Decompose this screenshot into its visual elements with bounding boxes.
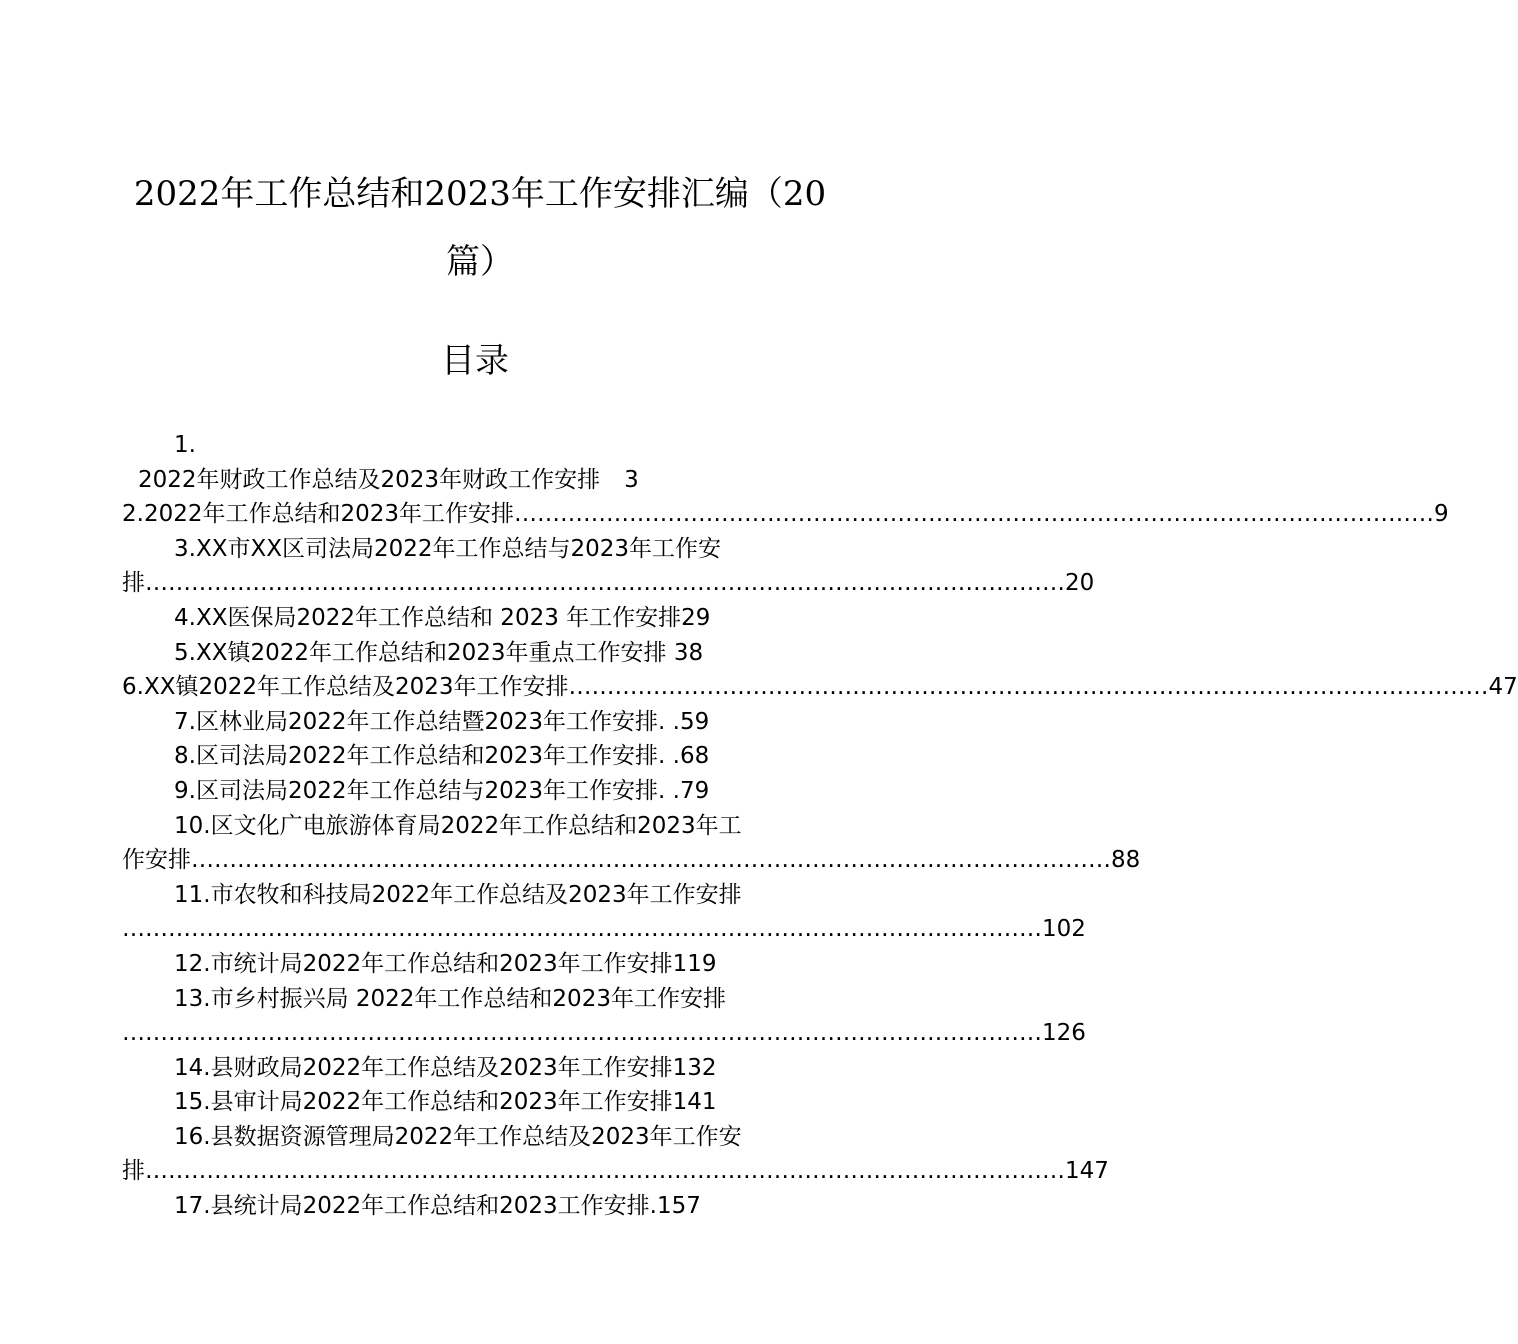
toc-entry[interactable]: 9.区司法局2022年工作总结与2023年工作安排. . 79 xyxy=(122,774,838,809)
toc-entry[interactable]: 8.区司法局2022年工作总结和2023年工作安排. . 68 xyxy=(122,739,838,774)
toc-entry-page: 68 xyxy=(679,743,710,770)
toc-entry-title: 市统计局2022年工作总结和2023年工作安排 xyxy=(210,950,673,977)
toc-entry-title: 市农牧和科技局2022年工作总结及2023年工作安排 xyxy=(210,881,742,908)
toc-entry-title: XX镇2022年工作总结及2023年工作安排 xyxy=(143,674,569,701)
toc-entry-number: 11. xyxy=(174,881,211,908)
toc-entry-title: 2022年财政工作总结及2023年财政工作安排 xyxy=(138,466,601,493)
toc-entry[interactable] xyxy=(122,1051,838,1086)
toc-entry-page: 119 xyxy=(672,950,717,977)
toc-entry-title: 区司法局2022年工作总结与2023年工作安排 xyxy=(195,777,659,804)
toc-entry-page: 141 xyxy=(672,1089,717,1116)
toc-entry-page: 132 xyxy=(672,1054,717,1081)
toc-entry-title: 县统计局2022年工作总结和2023工作安排 xyxy=(210,1193,650,1220)
toc-entry-page: 59 xyxy=(679,708,710,735)
toc-entry[interactable] xyxy=(122,636,838,671)
toc-entry-title: 县审计局2022年工作总结和2023年工作安排 xyxy=(210,1089,673,1116)
toc-entry[interactable] xyxy=(122,1120,1109,1189)
toc-entry-number: 6. xyxy=(122,674,144,701)
toc-entry-title-continued: 排 xyxy=(122,1158,145,1185)
toc-entry-number: 13. xyxy=(174,985,211,1012)
toc-entry-number: 15. xyxy=(174,1089,211,1116)
toc-entry-title: XX镇2022年工作总结和2023年重点工作安排 xyxy=(195,639,667,666)
toc-entry-title: 县数据资源管理局2022年工作总结及2023年工作安 xyxy=(210,1123,742,1150)
toc-entry[interactable] xyxy=(122,497,1449,532)
toc-entry[interactable] xyxy=(122,601,838,636)
table-of-contents xyxy=(122,428,1518,1224)
toc-entry[interactable] xyxy=(122,809,1141,878)
toc-leader-dots: ………………………………………………………………………………………………………… xyxy=(122,1020,1042,1047)
toc-entry-page: 9 xyxy=(1434,501,1449,528)
toc-entry[interactable] xyxy=(122,670,1518,705)
toc-entry-number: 9. xyxy=(174,777,196,804)
toc-leader-dots: ………………………………………………………………………………………………………… xyxy=(514,501,1435,528)
toc-entry-number: 3. xyxy=(174,535,196,562)
toc-entry-title-continued: 作安排 xyxy=(122,847,191,874)
toc-leader-dots: ………………………………………………………………………………………………………… xyxy=(145,570,1065,597)
toc-entry-number: 17. xyxy=(174,1193,211,1220)
toc-entry-page: 38 xyxy=(673,639,704,666)
toc-entry-page: 79 xyxy=(679,777,710,804)
toc-entry[interactable]: 7.区林业局2022年工作总结暨2023年工作安排. . 59 xyxy=(122,705,838,740)
toc-entry-title: 市乡村振兴局 2022年工作总结和2023年工作安排 xyxy=(210,985,726,1012)
toc-entry-title: 县财政局2022年工作总结及2023年工作安排 xyxy=(210,1054,673,1081)
toc-entry-title: XX市XX区司法局2022年工作总结与2023年工作安 xyxy=(195,535,722,562)
toc-entry-page: 147 xyxy=(1065,1158,1109,1185)
toc-entry-page: 157 xyxy=(656,1193,701,1220)
toc-entry-number: 14. xyxy=(174,1054,211,1081)
document-title: 2022年工作总结和2023年工作安排汇编（20篇） xyxy=(133,174,827,282)
toc-entry-page: 20 xyxy=(1065,570,1095,597)
toc-entry-number: 7. xyxy=(174,708,196,735)
toc-entry[interactable] xyxy=(122,428,838,497)
toc-entry-title: 区文化广电旅游体育局2022年工作总结和2023年工 xyxy=(210,812,742,839)
toc-entry-page: 88 xyxy=(1111,847,1141,874)
toc-entry-title: XX医保局2022年工作总结和 2023 年工作安排 xyxy=(195,604,682,631)
toc-entry-number: 8. xyxy=(174,743,196,770)
toc-entry[interactable] xyxy=(122,532,1095,601)
toc-leader-dots: ………………………………………………………………………………………………………… xyxy=(122,916,1042,943)
toc-entry-number: 5. xyxy=(174,639,196,666)
toc-entry-number: 4. xyxy=(174,604,196,631)
toc-leader-dots: ………………………………………………………………………………………………………… xyxy=(191,847,1111,874)
toc-entry[interactable] xyxy=(122,1085,838,1120)
toc-leader-dots: ………………………………………………………………………………………………………… xyxy=(145,1158,1065,1185)
toc-entry[interactable] xyxy=(122,947,838,982)
toc-entry-page: 102 xyxy=(1042,916,1086,943)
toc-entry-number: 10. xyxy=(174,812,211,839)
toc-entry-page: 29 xyxy=(681,604,711,631)
toc-entry-number: 2. xyxy=(122,501,144,528)
toc-entry-title-continued: 排 xyxy=(122,570,145,597)
toc-entry-number: 12. xyxy=(174,950,211,977)
toc-entry[interactable] xyxy=(122,982,1086,1051)
toc-heading: 目录 xyxy=(441,341,509,381)
toc-leader-dots: ………………………………………………………………………………………………………… xyxy=(568,674,1489,701)
toc-entry-number: 16. xyxy=(174,1123,211,1150)
toc-entry[interactable]: 17.县统计局2022年工作总结和2023工作安排. 157 xyxy=(122,1189,838,1224)
toc-entry[interactable] xyxy=(122,878,1086,947)
toc-entry-number: 1. xyxy=(174,432,196,458)
toc-entry-title: 区林业局2022年工作总结暨2023年工作安排 xyxy=(195,708,659,735)
toc-entry-page: 126 xyxy=(1042,1020,1086,1047)
toc-entry-page: 3 xyxy=(624,466,639,493)
toc-entry-title: 区司法局2022年工作总结和2023年工作安排 xyxy=(195,743,659,770)
toc-entry-page: 47 xyxy=(1488,674,1518,701)
toc-entry-title: 2022年工作总结和2023年工作安排 xyxy=(143,501,515,528)
